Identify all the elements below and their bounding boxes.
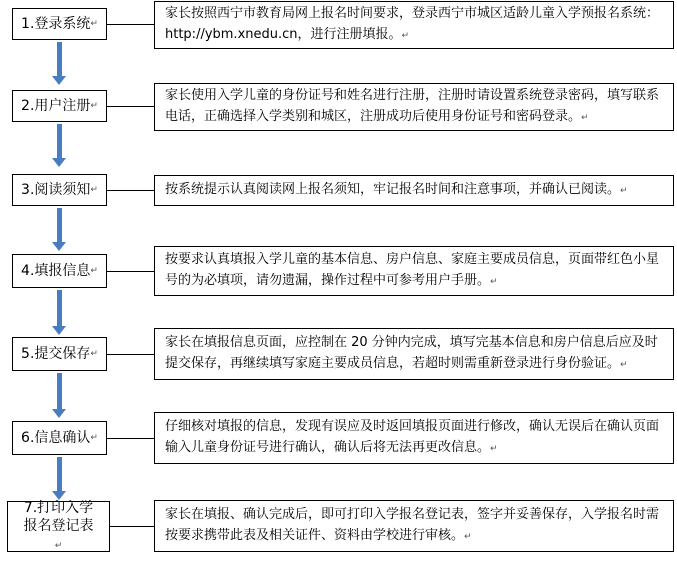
return-mark: ↵ [620, 186, 628, 196]
connector-line-1 [107, 24, 154, 25]
connector-line-7 [110, 526, 154, 527]
step-label-2: 2.用户注册 [21, 98, 91, 114]
step-desc-2: 家长使用入学儿童的身份证号和姓名进行注册，注册时请设置系统登录密码，填写联系电话，正确选择入学类别和城区，注册成功后使用身份证号和密码登录。 [165, 88, 660, 124]
desc-box-1 [154, 1, 674, 49]
flow-arrow-head-5 [52, 409, 66, 418]
step-box-5 [12, 337, 107, 371]
flow-arrow-head-4 [52, 326, 66, 335]
step-desc-1: 家长按照西宁市教育局网上报名时间要求，登录西宁市城区适龄儿童入学预报名系统：http://ybm.xnedu.cn，进行注册填报。 [165, 6, 660, 42]
connector-line-3 [107, 190, 154, 191]
return-mark: ↵ [401, 31, 410, 41]
flow-arrow-head-3 [52, 242, 66, 251]
step-desc-5: 家长在填报信息页面，应控制在 20 分钟内完成，填写完基本信息和房户信息后应及时提交保存，再继续填写家庭主要成员信息，若超时则需重新登录进行身份验证。 [165, 335, 658, 371]
return-mark: ↵ [90, 433, 98, 443]
step-box-3 [12, 174, 107, 206]
step-label-3: 3.阅读须知 [21, 182, 91, 198]
flow-arrow-head-1 [52, 76, 66, 85]
flow-arrow-shaft-2 [57, 124, 62, 158]
step-label-5: 5.提交保存 [21, 346, 91, 362]
flow-arrow-shaft-6 [57, 457, 62, 491]
step-label-1: 1.登录系统 [21, 16, 91, 32]
flow-arrow-shaft-1 [57, 42, 62, 76]
desc-box-5 [154, 328, 674, 380]
return-mark: ↵ [464, 532, 472, 542]
step-box-6 [12, 421, 107, 455]
flow-arrow-head-2 [52, 158, 66, 167]
desc-box-2 [154, 83, 674, 131]
desc-box-3 [154, 175, 674, 206]
step-desc-3: 按系统提示认真阅读网上报名须知，牢记报名时间和注意事项，并确认已阅读。 [165, 182, 621, 197]
flow-arrow-shaft-3 [57, 208, 62, 242]
return-mark: ↵ [90, 349, 98, 359]
step-box-4 [12, 254, 107, 288]
step-desc-6: 仔细核对填报的信息，发现有误应及时返回填报页面进行修改，确认无误后在确认页面输入儿童身份证号进行确认，确认后将无法再更改信息。 [165, 419, 660, 455]
desc-box-4 [154, 246, 674, 296]
return-mark: ↵ [54, 540, 63, 551]
return-mark: ↵ [90, 19, 98, 29]
return-mark: ↵ [90, 185, 98, 195]
step-desc-7: 家长在填报、确认完成后，即可打印入学报名登记表，签字并妥善保存，入学报名时需按要求携带此表及相关证件、资料由学校进行审核。 [165, 507, 660, 543]
connector-line-2 [107, 106, 154, 107]
step-label-4: 4.填报信息 [21, 263, 91, 279]
connector-line-5 [107, 354, 154, 355]
step-box-2 [12, 90, 107, 122]
return-mark: ↵ [90, 101, 98, 111]
flow-arrow-shaft-4 [57, 290, 62, 326]
flow-arrow-shaft-5 [57, 373, 62, 409]
connector-line-6 [107, 438, 154, 439]
desc-box-6 [154, 412, 674, 464]
connector-line-4 [107, 271, 154, 272]
step-desc-4: 按要求认真填报入学儿童的基本信息、房户信息、家庭主要成员信息，页面带红色小星号的为必填项，请勿遗漏，操作过程中可参考用户手册。 [165, 252, 660, 288]
return-mark: ↵ [620, 360, 628, 370]
step-box-7 [7, 501, 110, 552]
return-mark: ↵ [581, 113, 589, 123]
step-label-6: 6.信息确认 [21, 430, 91, 446]
return-mark: ↵ [90, 266, 98, 276]
step-box-1 [12, 8, 107, 40]
return-mark: ↵ [490, 277, 498, 287]
step-label-7: 7.打印入学报名登记表 [23, 499, 94, 534]
desc-box-7 [154, 500, 674, 552]
return-mark: ↵ [490, 444, 498, 454]
